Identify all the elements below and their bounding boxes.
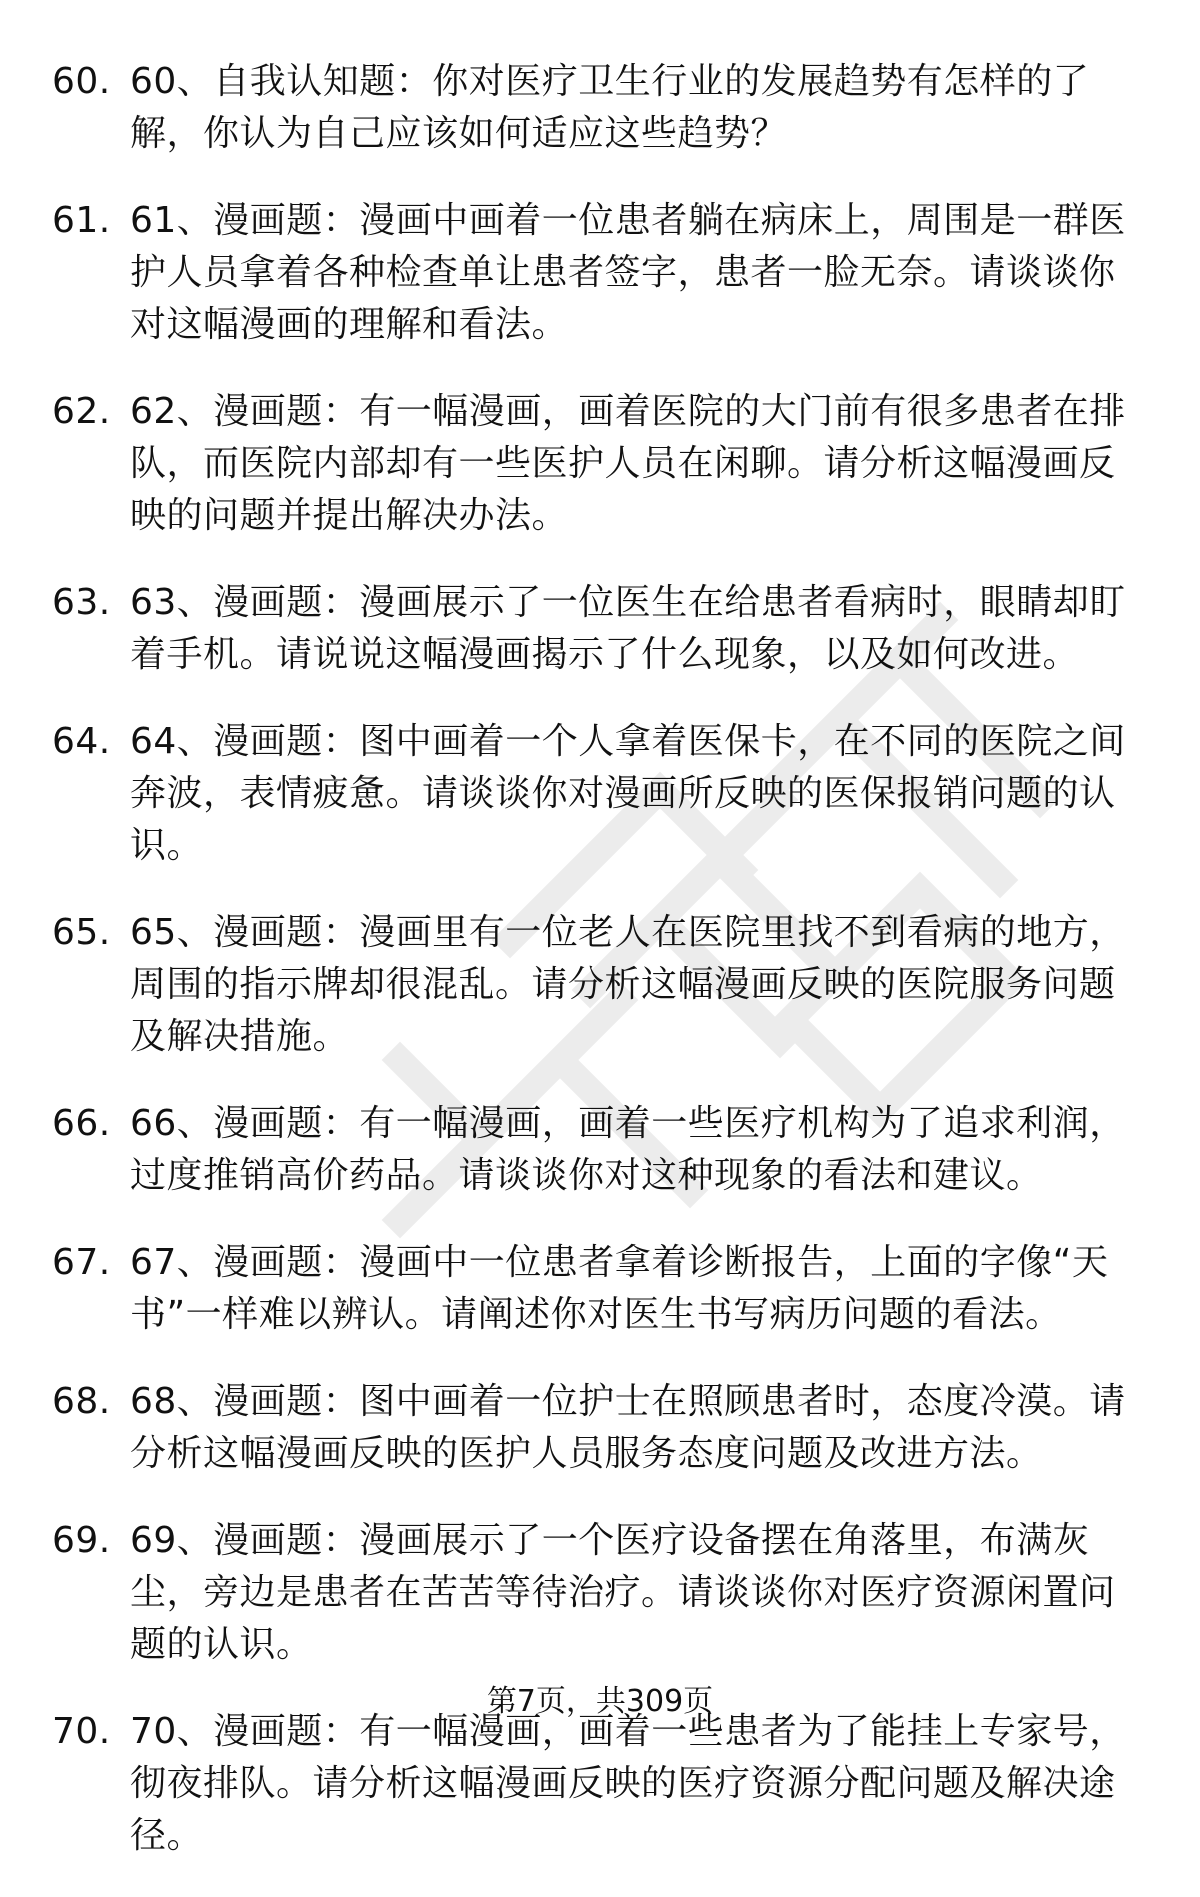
question-item xyxy=(0,716,1200,872)
question-text: 60、自我认知题：你对医疗卫生行业的发展趋势有怎样的了解，你认为自己应该如何适应这些趋势？ xyxy=(130,61,1090,154)
question-item xyxy=(0,195,1200,351)
question-number: 60. xyxy=(52,61,111,102)
question-number: 63. xyxy=(52,582,111,623)
question-item xyxy=(0,1376,1200,1480)
question-text: 69、漫画题：漫画展示了一个医疗设备摆在角落里，布满灰尘，旁边是患者在苦苦等待治疗。请谈谈你对医疗资源闲置问题的认识。 xyxy=(130,1520,1116,1665)
question-item xyxy=(0,1098,1200,1202)
question-item xyxy=(0,386,1200,542)
question-number: 70. xyxy=(52,1711,111,1752)
question-item xyxy=(0,577,1200,681)
question-text: 63、漫画题：漫画展示了一位医生在给患者看病时，眼睛却盯着手机。请说说这幅漫画揭示了什么现象，以及如何改进。 xyxy=(130,582,1126,675)
question-item xyxy=(0,1515,1200,1671)
question-number: 61. xyxy=(52,200,111,241)
question-text: 68、漫画题：图中画着一位护士在照顾患者时，态度冷漠。请分析这幅漫画反映的医护人员服务态度问题及改进方法。 xyxy=(130,1381,1126,1474)
page-number-label: 第7页，共309页 xyxy=(486,1684,714,1719)
question-number: 65. xyxy=(52,912,111,953)
question-text: 64、漫画题：图中画着一个人拿着医保卡，在不同的医院之间奔波，表情疲惫。请谈谈你对漫画所反映的医保报销问题的认识。 xyxy=(130,721,1126,866)
question-text: 70、漫画题：有一幅漫画，画着一些患者为了能挂上专家号，彻夜排队。请分析这幅漫画反映的医疗资源分配问题及解决途径。 xyxy=(130,1711,1126,1856)
question-text: 67、漫画题：漫画中一位患者拿着诊断报告，上面的字像“天书”一样难以辨认。请阐述你对医生书写病历问题的看法。 xyxy=(130,1242,1109,1335)
question-number: 66. xyxy=(52,1103,111,1144)
question-number: 69. xyxy=(52,1520,111,1561)
question-text: 65、漫画题：漫画里有一位老人在医院里找不到看病的地方，周围的指示牌却很混乱。请分析这幅漫画反映的医院服务问题及解决措施。 xyxy=(130,912,1126,1057)
question-number: 62. xyxy=(52,391,111,432)
question-list xyxy=(0,56,1200,1897)
question-number: 67. xyxy=(52,1242,111,1283)
question-text: 62、漫画题：有一幅漫画，画着医院的大门前有很多患者在排队，而医院内部却有一些医护人员在闲聊。请分析这幅漫画反映的问题并提出解决办法。 xyxy=(130,391,1126,536)
question-text: 61、漫画题：漫画中画着一位患者躺在病床上，周围是一群医护人员拿着各种检查单让患者签字，患者一脸无奈。请谈谈你对这幅漫画的理解和看法。 xyxy=(130,200,1126,345)
question-item xyxy=(0,56,1200,160)
question-number: 64. xyxy=(52,721,111,762)
page-footer xyxy=(0,1680,1200,1724)
question-item xyxy=(0,907,1200,1063)
question-item xyxy=(0,1706,1200,1862)
question-number: 68. xyxy=(52,1381,111,1422)
question-item xyxy=(0,1237,1200,1341)
question-text: 66、漫画题：有一幅漫画，画着一些医疗机构为了追求利润，过度推销高价药品。请谈谈你对这种现象的看法和建议。 xyxy=(130,1103,1126,1196)
